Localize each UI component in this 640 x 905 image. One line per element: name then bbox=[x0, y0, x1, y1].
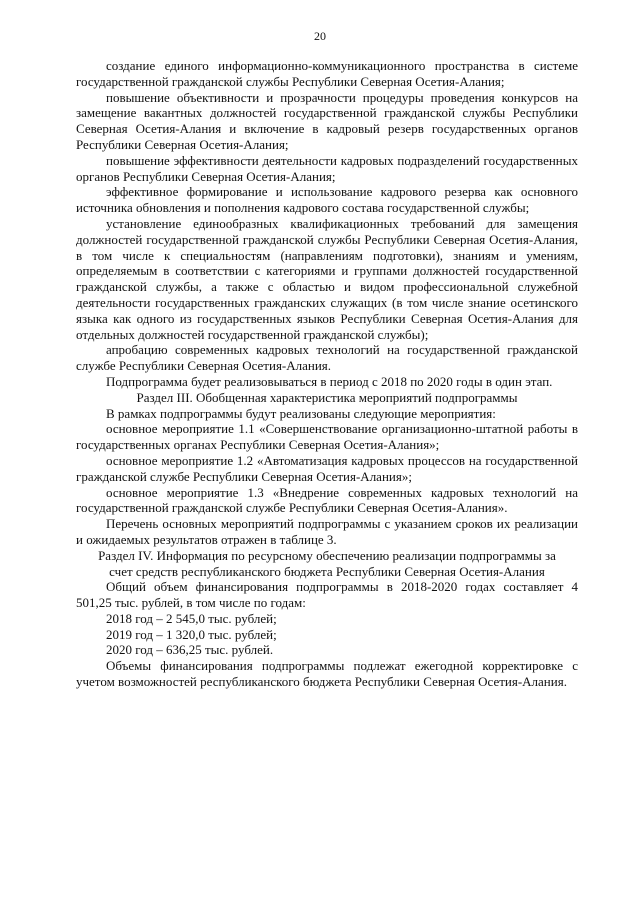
section-3-body bbox=[76, 406, 578, 548]
section-4-heading: Раздел IV. Информация по ресурсному обеспечению реализации подпрограммы за счет средств республиканского бюджета Республики Северная Осетия-Алания bbox=[98, 547, 556, 579]
funding-total: Общий объем финансирования подпрограммы в 2018-2020 годах составляет 4 501,25 тыс. рублей, в том числе по годам: bbox=[76, 579, 578, 611]
funding-year-item: 2020 год – 636,25 тыс. рублей. bbox=[106, 642, 274, 658]
funding-year-item: 2018 год – 2 545,0 тыс. рублей; bbox=[106, 610, 277, 626]
funding-year-item: 2019 год – 1 320,0 тыс. рублей; bbox=[106, 626, 277, 642]
section-3-paragraph: основное мероприятие 1.3 «Внедрение современных кадровых технологий на государственной гражданской службе Республики Северная Осетия-Алания». bbox=[76, 484, 578, 516]
section-3-paragraph: Перечень основных мероприятий подпрограммы с указанием сроков их реализации и ожидаемых результатов отражен в таблице 3. bbox=[76, 516, 578, 547]
intro-item: создание единого информационно-коммуникационного пространства в системе государственной гражданской службы Республики Северная Осетия-Алания; bbox=[76, 58, 578, 89]
intro-item: установление единообразных квалификационных требований для замещения должностей государственной гражданской службы Республики Северная Осетия-Алания, в том числе к специальностям (направлениям подготовки), знаниям и умениям, определяемым в соответствии с категориями и группами должностей государственной гражданской службы, а также с областью и видом профессиональной служебной деятельности государственных гражданских служащих (в том числе знание осетинского языка как одного из государственных языков Республики Северная Осетия-Алания для отдельных должностей государственной гражданской службы); bbox=[76, 215, 578, 342]
intro-item: эффективное формирование и использование кадрового резерва как основного источника обновления и пополнения кадрового состава государственной службы; bbox=[76, 184, 578, 216]
intro-item: повышение эффективности деятельности кадровых подразделений государственных органов Республики Северная Осетия-Алания; bbox=[76, 152, 578, 184]
section-3-paragraph: В рамках подпрограммы будут реализованы следующие мероприятия: bbox=[106, 405, 496, 421]
page-number: 20 bbox=[314, 29, 326, 43]
funding-closing: Объемы финансирования подпрограммы подлежат ежегодной корректировке с учетом возможностей республиканского бюджета Республики Северная Осетия-Алания. bbox=[76, 658, 578, 690]
section-3-paragraph: основное мероприятие 1.2 «Автоматизация кадровых процессов на государственной гражданской службе Республики Северная Осетия-Алания»; bbox=[76, 452, 578, 484]
section-4-body bbox=[76, 579, 578, 690]
intro-item: повышение объективности и прозрачности процедуры проведения конкурсов на замещение вакантных должностей государственной гражданской службы Республики Северная Осетия-Алания и включение в кадровый резерв государственных органов Республики Северная Осетия-Алания; bbox=[76, 89, 578, 152]
intro-item: Подпрограмма будет реализовываться в период с 2018 по 2020 годы в один этап. bbox=[106, 373, 553, 389]
intro-list bbox=[76, 58, 578, 390]
funding-by-year bbox=[76, 611, 578, 658]
intro-item: апробацию современных кадровых технологий на государственной гражданской службе Республики Северная Осетия-Алания. bbox=[76, 342, 578, 374]
section-3-paragraph: основное мероприятие 1.1 «Совершенствование организационно-штатной работы в государственных органах Республики Северная Осетия-Алания»; bbox=[76, 421, 578, 453]
page-content bbox=[76, 58, 578, 690]
section-3-heading: Раздел III. Обобщенная характеристика мероприятий подпрограммы bbox=[136, 389, 518, 405]
